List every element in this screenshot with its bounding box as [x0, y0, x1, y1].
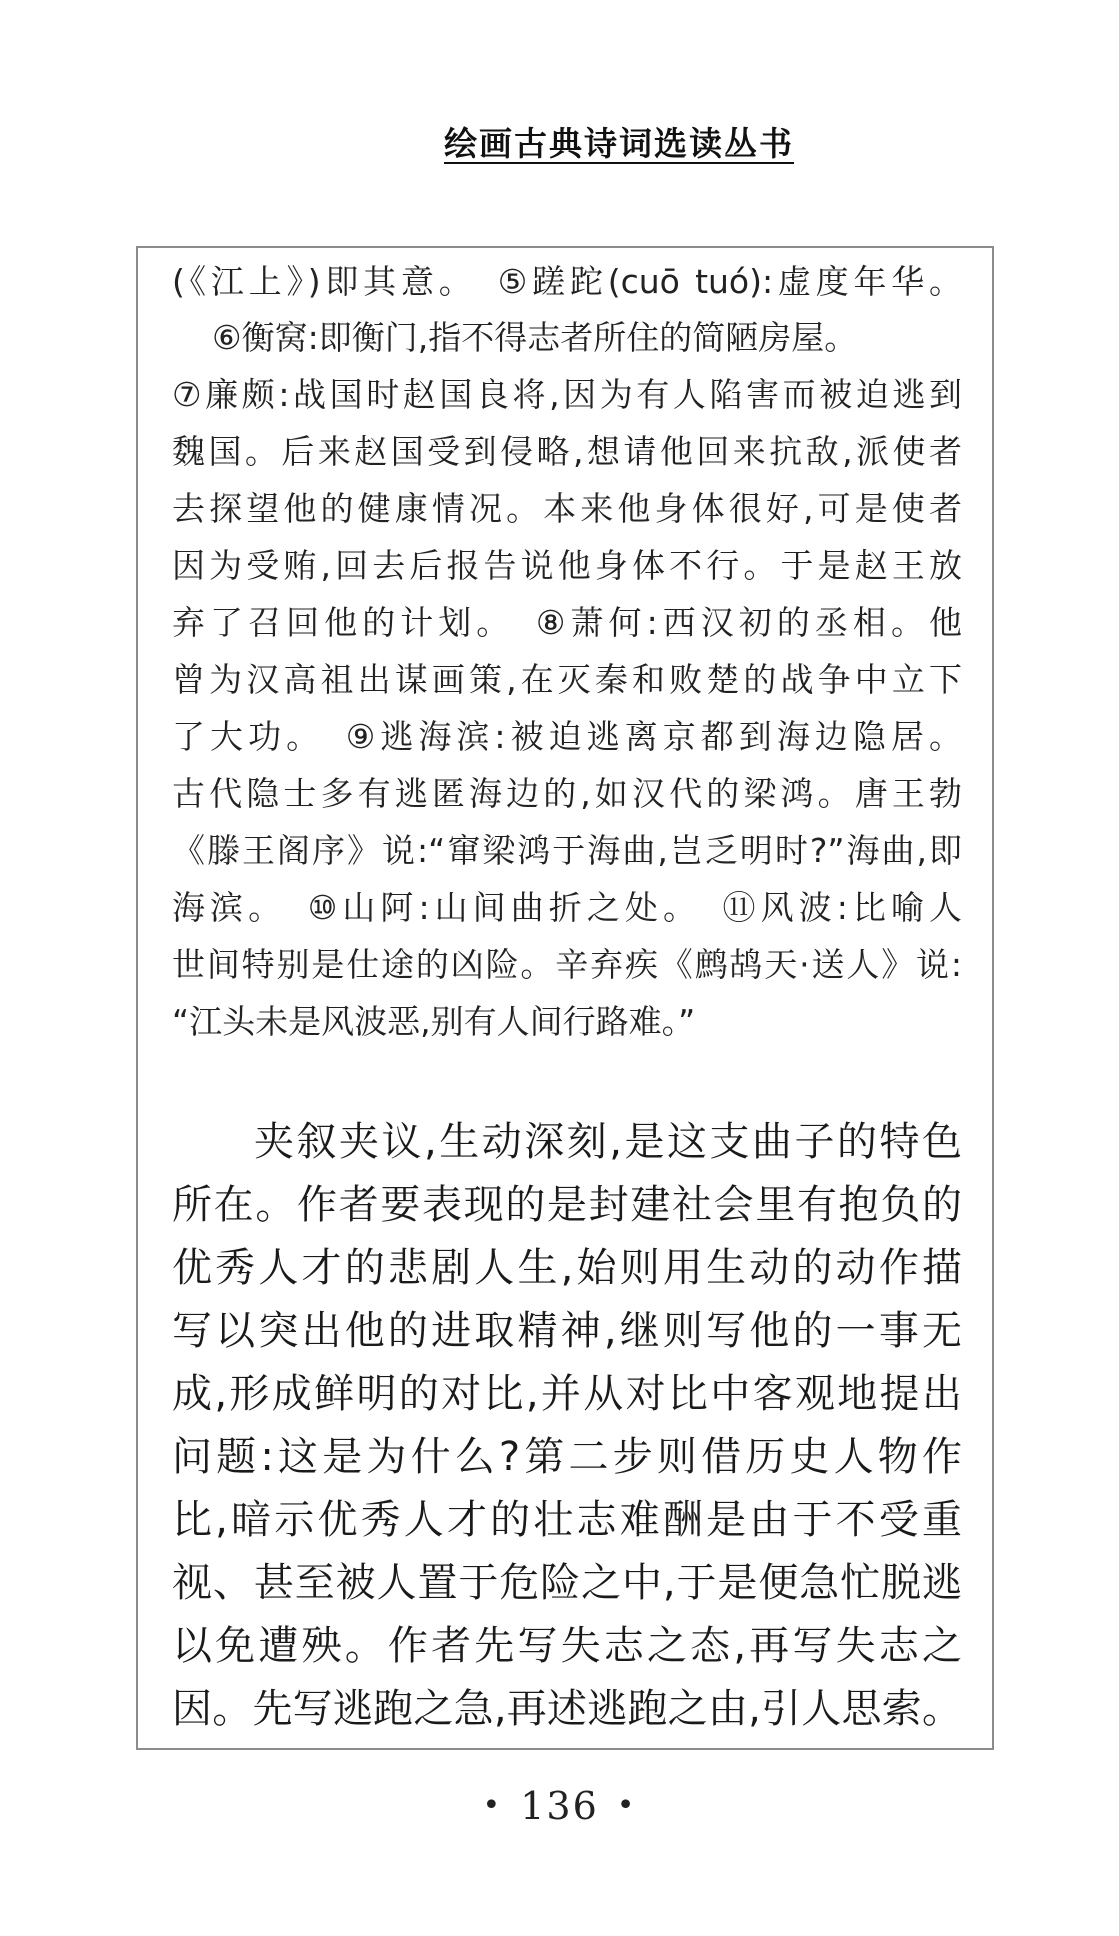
page-number [0, 1784, 1119, 1828]
note-line: 海滨。 ⑩山阿:山间曲折之处。 ⑪风波:比喻人 [172, 888, 962, 927]
commentary-line: 因。先写逃跑之急,再述逃跑之由,引人思索。 [172, 1686, 962, 1732]
note-line: 因为受贿,回去后报告说他身体不行。于是赵王放 [172, 546, 962, 585]
note-line: “江头未是风波恶,别有人间行路难。” [172, 1002, 696, 1041]
commentary-line: 比,暗示优秀人才的壮志难酬是由于不受重 [172, 1497, 962, 1543]
commentary-line: 成,形成鲜明的对比,并从对比中客观地提出 [172, 1371, 962, 1417]
note-line: (《江上》)即其意。 ⑤蹉跎(cuō tuó):虚度年华。 [172, 262, 962, 301]
commentary-line: 所在。作者要表现的是封建社会里有抱负的 [172, 1182, 962, 1228]
note-line: 曾为汉高祖出谋画策,在灭秦和败楚的战争中立下 [172, 660, 962, 699]
commentary-line: 以免遭殃。作者先写失志之态,再写失志之 [172, 1623, 962, 1669]
note-line: 世间特别是仕途的凶险。辛弃疾《鹧鸪天·送人》说: [172, 945, 962, 984]
note-line: 《滕王阁序》说:“窜梁鸿于海曲,岂乏明时?”海曲,即 [172, 831, 962, 870]
commentary-line: 夹叙夹议,生动深刻,是这支曲子的特色 [254, 1119, 962, 1165]
note-line: 古代隐士多有逃匿海边的,如汉代的梁鸿。唐王勃 [172, 774, 962, 813]
note-line: 去探望他的健康情况。本来他身体很好,可是使者 [172, 489, 962, 528]
commentary-line: 视、甚至被人置于危险之中,于是便急忙脱逃 [172, 1560, 962, 1606]
commentary-line: 写以突出他的进取精神,继则写他的一事无 [172, 1308, 962, 1354]
note-line: 了大功。 ⑨逃海滨:被迫逃离京都到海边隐居。 [172, 717, 962, 756]
page-number-value: 136 [520, 1784, 599, 1828]
note-line: ⑥衡窝:即衡门,指不得志者所住的简陋房屋。 [212, 318, 858, 357]
note-line: 弃了召回他的计划。 ⑧萧何:西汉初的丞相。他 [172, 603, 962, 642]
series-title: 绘画古典诗词选读丛书 [444, 124, 794, 163]
bullet-icon: • [616, 1788, 637, 1823]
note-line: 魏国。后来赵国受到侵略,想请他回来抗敌,派使者 [172, 432, 962, 471]
bullet-icon: • [482, 1788, 503, 1823]
note-line: ⑦廉颇:战国时赵国良将,因为有人陷害而被迫逃到 [172, 375, 962, 414]
commentary-line: 问题:这是为什么?第二步则借历史人物作 [172, 1434, 962, 1480]
commentary-line: 优秀人才的悲剧人生,始则用生动的动作描 [172, 1245, 962, 1291]
